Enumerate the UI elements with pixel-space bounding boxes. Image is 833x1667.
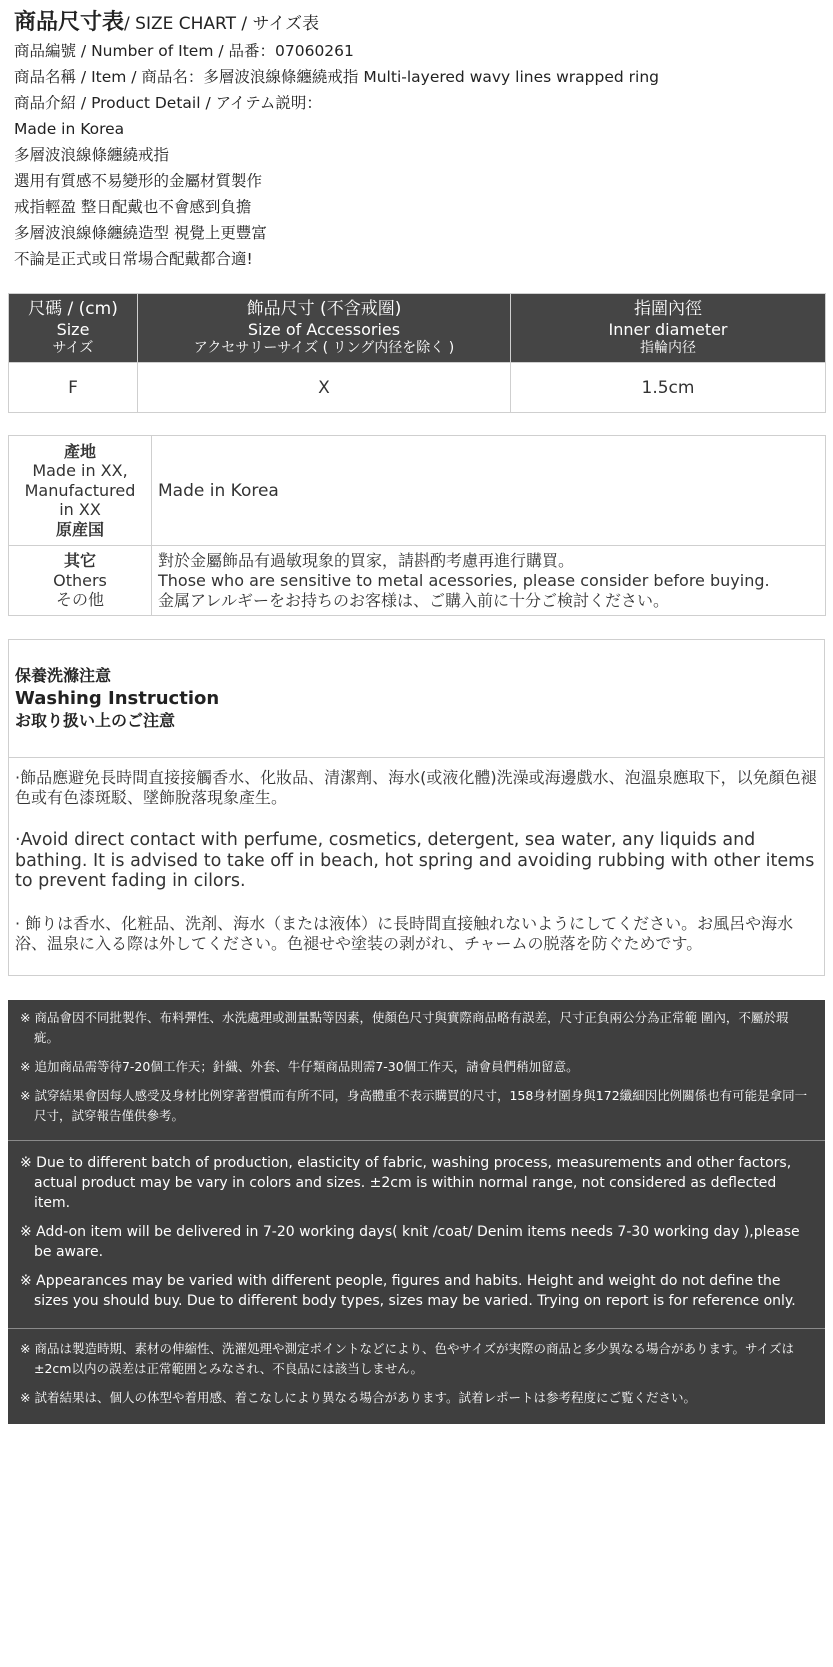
washing-instruction (8, 639, 825, 976)
table-row (9, 363, 826, 413)
notes-ja (8, 1328, 825, 1424)
washing-text-zh: ·飾品應避免長時間直接接觸香水、化妝品、清潔劑、海水(或液化體)洗澡或海邊戲水、泡溫泉應取下，以免顏色褪色或有色漆斑駁、墜飾脫落現象產生。 (15, 768, 817, 807)
washing-body (15, 768, 820, 976)
header-accessory-size: 飾品尺寸 (不含戒圈) Size of Accessories アクセサリーサイズ ( リング内径を除く ) (138, 294, 511, 363)
note-item: ※ 商品は製造時期、素材の伸縮性、洗濯処理や測定ポイントなどにより、色やサイズが実際の商品と多少異なる場合があります。サイズは±2cm以内の誤差は正常範囲とみなされ、不良品には該当しません。 (20, 1341, 794, 1376)
others-row (9, 546, 826, 616)
title-main: 商品尺寸表 (14, 10, 125, 35)
cell-accessory-size: X (138, 363, 511, 413)
detail-line: 不論是正式或日常場合配戴都合適! (14, 250, 253, 268)
note-item: ※ 商品會因不同批製作、布料彈性、水洗處理或測量點等因素，使顏色尺寸與實際商品略有誤差，尺寸正負兩公分為正常範 圍內，不屬於瑕疵。 (20, 1010, 789, 1045)
cell-inner-diameter: 1.5cm (511, 363, 826, 413)
note-item: ※ Due to different batch of production, elasticity of fabric, washing process, measurements and other factors, actual product may be vary in colors and sizes. ±2cm is within normal range, not considered as deflected item. (20, 1155, 792, 1211)
detail-line: 選用有質感不易變形的金屬材質製作 (14, 172, 263, 190)
notes-zh (8, 1000, 825, 1140)
note-item: ※ 追加商品需等待7-20個工作天；針織、外套、牛仔類商品則需7-30個工作天，請會員們稍加留意。 (20, 1059, 579, 1074)
item-name: 商品名稱 / Item / 商品名：多層波浪線條纏繞戒指 Multi-layered wavy lines wrapped ring (14, 68, 659, 86)
origin-table (8, 435, 826, 616)
size-table (8, 293, 826, 413)
washing-text-ja: · 飾りは香水、化粧品、洗剤、海水（または液体）に長時間直接触れないようにしてください。お風呂や海水浴、温泉に入る際は外してください。色褪せや塗装の剥がれ、チャームの脱落を防ぐためです。 (15, 913, 794, 953)
notes-en (8, 1140, 825, 1328)
item-number: 商品編號 / Number of Item / 品番：07060261 (14, 42, 354, 60)
size-chart-title (14, 10, 824, 38)
note-item: ※ 試着結果は、個人の体型や着用感、着こなしにより異なる場合があります。試着レポートは参考程度にご覧ください。 (20, 1390, 696, 1405)
cell-size: F (9, 363, 138, 413)
origin-row (9, 436, 826, 546)
header-size: 尺碼 / (cm) Size サイズ (9, 294, 138, 363)
others-label: 其它 Others その他 (9, 546, 152, 616)
note-item: ※ Appearances may be varied with different people, figures and habits. Height and weight do not define the sizes you should buy. Due to different body types, sizes may be varied. Trying on report is for reference only. (20, 1273, 796, 1309)
origin-label: 產地 Made in XX, Manufactured in XX 原産国 (9, 436, 152, 546)
detail-line: 多層波浪線條纏繞戒指 (14, 146, 170, 164)
washing-text-en: ·Avoid direct contact with perfume, cosmetics, detergent, sea water, any liquids and bathing. It is advised to take off in beach, hot spring and avoiding rubbing with other items to prevent fading in cilors. (15, 830, 815, 891)
product-info (14, 10, 824, 272)
note-item: ※ Add-on item will be delivered in 7-20 working days( knit /coat/ Denim items needs 7-30 working day ),please be aware. (20, 1224, 800, 1260)
washing-title: 保養洗滌注意 Washing Instruction お取り扱い上のご注意 (9, 640, 824, 758)
detail-line: 戒指輕盈 整日配戴也不會感到負擔 (14, 198, 252, 216)
note-item: ※ 試穿結果會因每人感受及身材比例穿著習慣而有所不同，身高體重不表示購買的尺寸，158身材圍身與172纖細因比例關係也有可能是拿同一尺寸，試穿報告僅供參考。 (20, 1088, 808, 1123)
size-table-header (9, 294, 826, 363)
product-detail-label: 商品介紹 / Product Detail / アイテム説明： (14, 94, 322, 112)
detail-line: 多層波浪線條纏繞造型 視覺上更豐富 (14, 224, 267, 242)
header-inner-diameter: 指圍內徑 Inner diameter 指輪内径 (511, 294, 826, 363)
detail-line: Made in Korea (14, 120, 125, 138)
origin-value: Made in Korea (152, 436, 826, 546)
others-value: 對於金屬飾品有過敏現象的買家，請斟酌考慮再進行購買。 Those who are sensitive to metal acessories, please consider before buying. 金属アレルギーをお持ちのお客様は、ご購入前に十分ご検討ください。 (152, 546, 826, 616)
title-sub: / SIZE CHART / サイズ表 (124, 14, 320, 34)
